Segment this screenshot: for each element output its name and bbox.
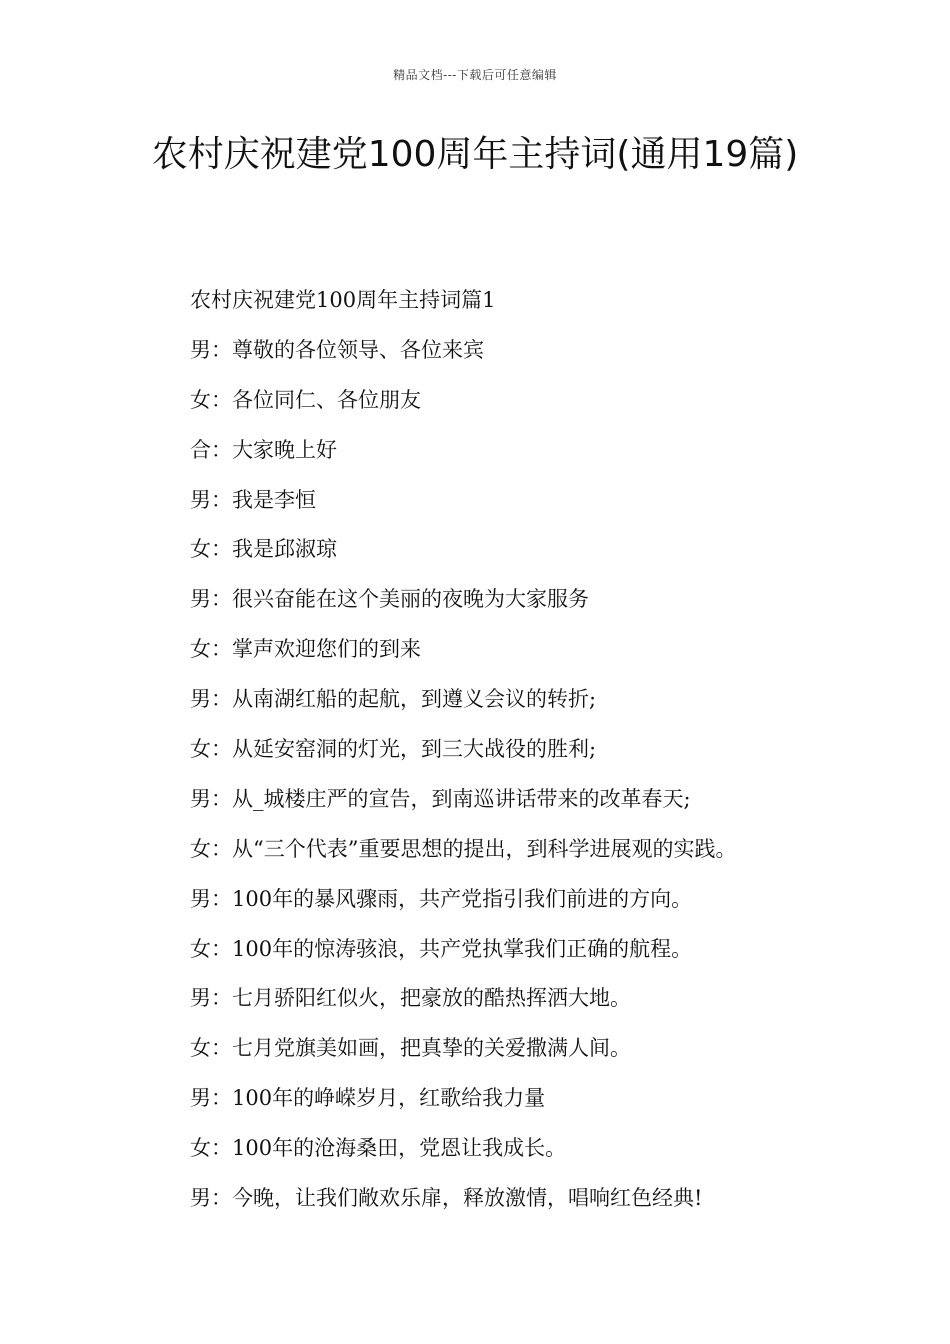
- dialogue-line: 女：100年的惊涛骇浪，共产党执掌我们正确的航程。: [190, 936, 693, 961]
- dialogue-line: 男：很兴奋能在这个美丽的夜晚为大家服务: [190, 587, 589, 612]
- page-header: 精品文档---下载后可任意编辑: [393, 68, 557, 82]
- dialogue-line: 女：从延安窑洞的灯光，到三大战役的胜利;: [190, 737, 597, 762]
- dialogue-line: 女：从“三个代表”重要思想的提出，到科学进展观的实践。: [190, 836, 737, 861]
- dialogue-line: 男：尊敬的各位领导、各位来宾: [190, 337, 484, 362]
- section-heading: 农村庆祝建党100周年主持词篇1: [190, 288, 496, 312]
- dialogue-line: 女：我是邱淑琼: [190, 537, 337, 562]
- dialogue-line: 男：100年的暴风骤雨，共产党指引我们前进的方向。: [190, 886, 693, 911]
- dialogue-line: 女：100年的沧海桑田，党恩让我成长。: [190, 1136, 567, 1161]
- dialogue-line: 男：我是李恒: [190, 487, 316, 512]
- dialogue-line: 男：七月骄阳红似火，把豪放的酷热挥洒大地。: [190, 986, 631, 1011]
- dialogue-line: 女：掌声欢迎您们的到来: [190, 637, 421, 662]
- dialogue-line: 合：大家晚上好: [190, 437, 337, 462]
- dialogue-line: 男：今晚，让我们敞欢乐扉，释放激情，唱响红色经典!: [190, 1186, 703, 1211]
- dialogue-line: 女：各位同仁、各位朋友: [190, 387, 421, 412]
- dialogue-line: 女：七月党旗美如画，把真挚的关爱撒满人间。: [190, 1036, 631, 1061]
- document-body: [190, 283, 830, 1231]
- dialogue-line: 男：100年的峥嵘岁月，红歌给我力量: [190, 1086, 546, 1111]
- document-title: 农村庆祝建党100周年主持词(通用19篇): [151, 134, 799, 175]
- dialogue-line: 男：从_城楼庄严的宣告，到南巡讲话带来的改革春天;: [190, 786, 691, 811]
- dialogue-line: 男：从南湖红船的起航，到遵义会议的转折;: [190, 687, 597, 712]
